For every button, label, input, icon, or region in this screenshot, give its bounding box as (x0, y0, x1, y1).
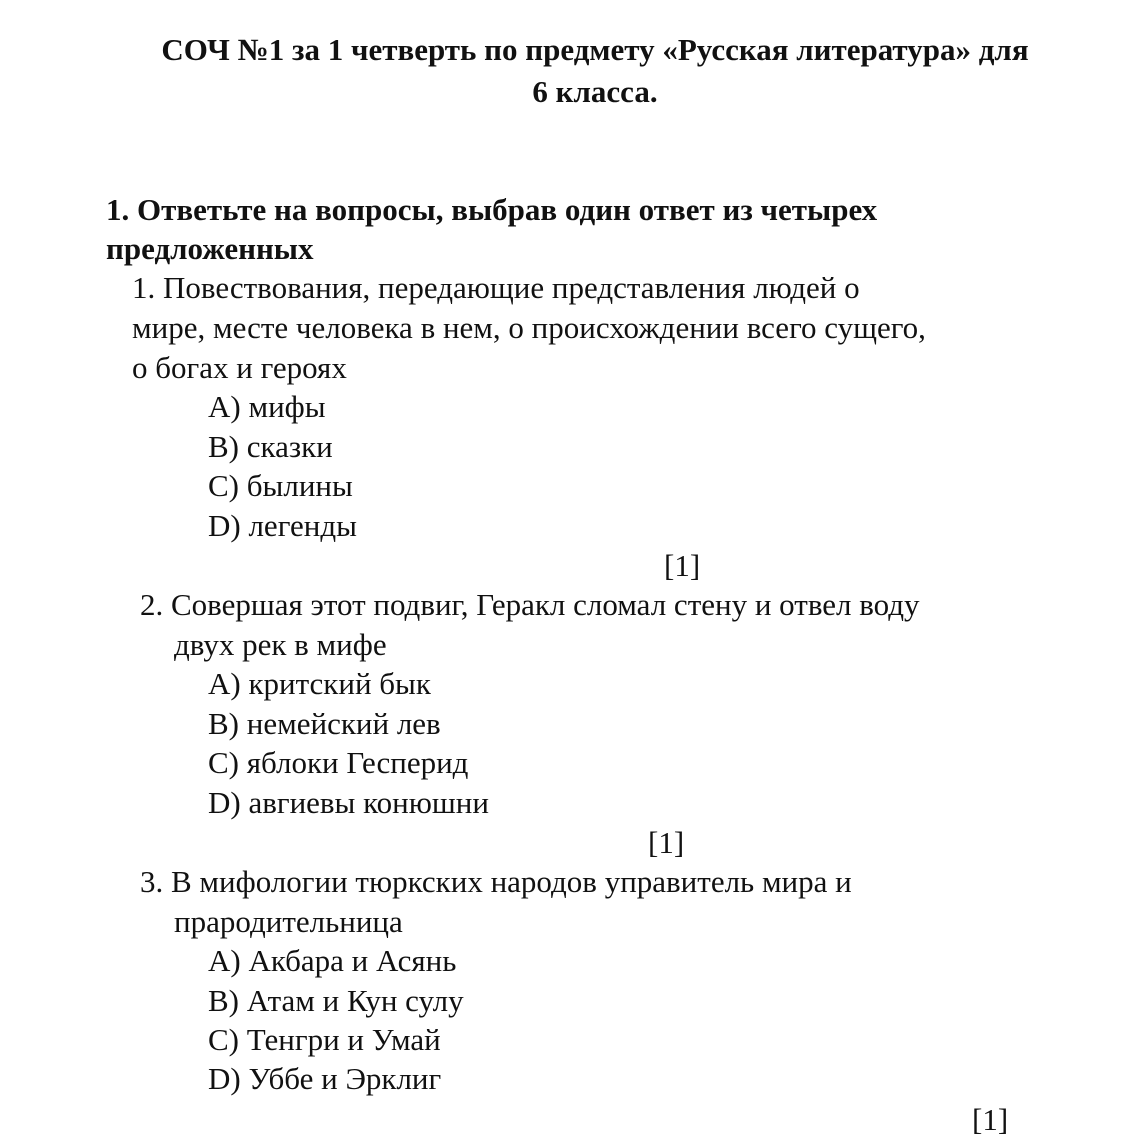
question-1-score: [1] (664, 548, 701, 583)
question-2-text-line-1: 2. Совершая этот подвиг, Геракл сломал стену и отвел воду (140, 587, 920, 622)
question-1-option-b: B) сказки (208, 429, 333, 464)
question-1-option-a: A) мифы (208, 389, 326, 424)
section-heading-line-2: предложенных (106, 231, 314, 266)
question-2-option-c: C) яблоки Гесперид (208, 745, 469, 780)
question-1-option-c: C) былины (208, 468, 353, 503)
question-2-option-b: B) немейский лев (208, 706, 441, 741)
question-3-text-line-1: 3. В мифологии тюркских народов управитель мира и (140, 864, 852, 899)
question-1-option-d: D) легенды (208, 508, 357, 543)
question-3-option-d: D) Уббе и Эрклиг (208, 1061, 442, 1096)
document-title-line-1: СОЧ №1 за 1 четверть по предмету «Русская литература» для (161, 32, 1029, 67)
question-2-option-a: A) критский бык (208, 666, 431, 701)
question-3-option-b: B) Атам и Кун сулу (208, 983, 464, 1018)
question-2-option-d: D) авгиевы конюшни (208, 785, 489, 820)
question-3-score: [1] (972, 1102, 1009, 1137)
question-1-text-line-3: о богах и героях (132, 350, 347, 385)
section-heading-line-1: 1. Ответьте на вопросы, выбрав один ответ из четырех (106, 192, 878, 227)
question-1-text-line-1: 1. Повествования, передающие представления людей о (132, 270, 860, 305)
question-2-score: [1] (648, 825, 685, 860)
question-3-text-line-2: прародительница (174, 904, 403, 939)
question-3-option-c: C) Тенгри и Умай (208, 1022, 441, 1057)
question-1-text-line-2: мире, месте человека в нем, о происхождении всего сущего, (132, 310, 926, 345)
question-3-option-a: A) Акбара и Асянь (208, 943, 457, 978)
document-title-line-2: 6 класса. (532, 74, 658, 109)
question-2-text-line-2: двух рек в мифе (174, 627, 387, 662)
